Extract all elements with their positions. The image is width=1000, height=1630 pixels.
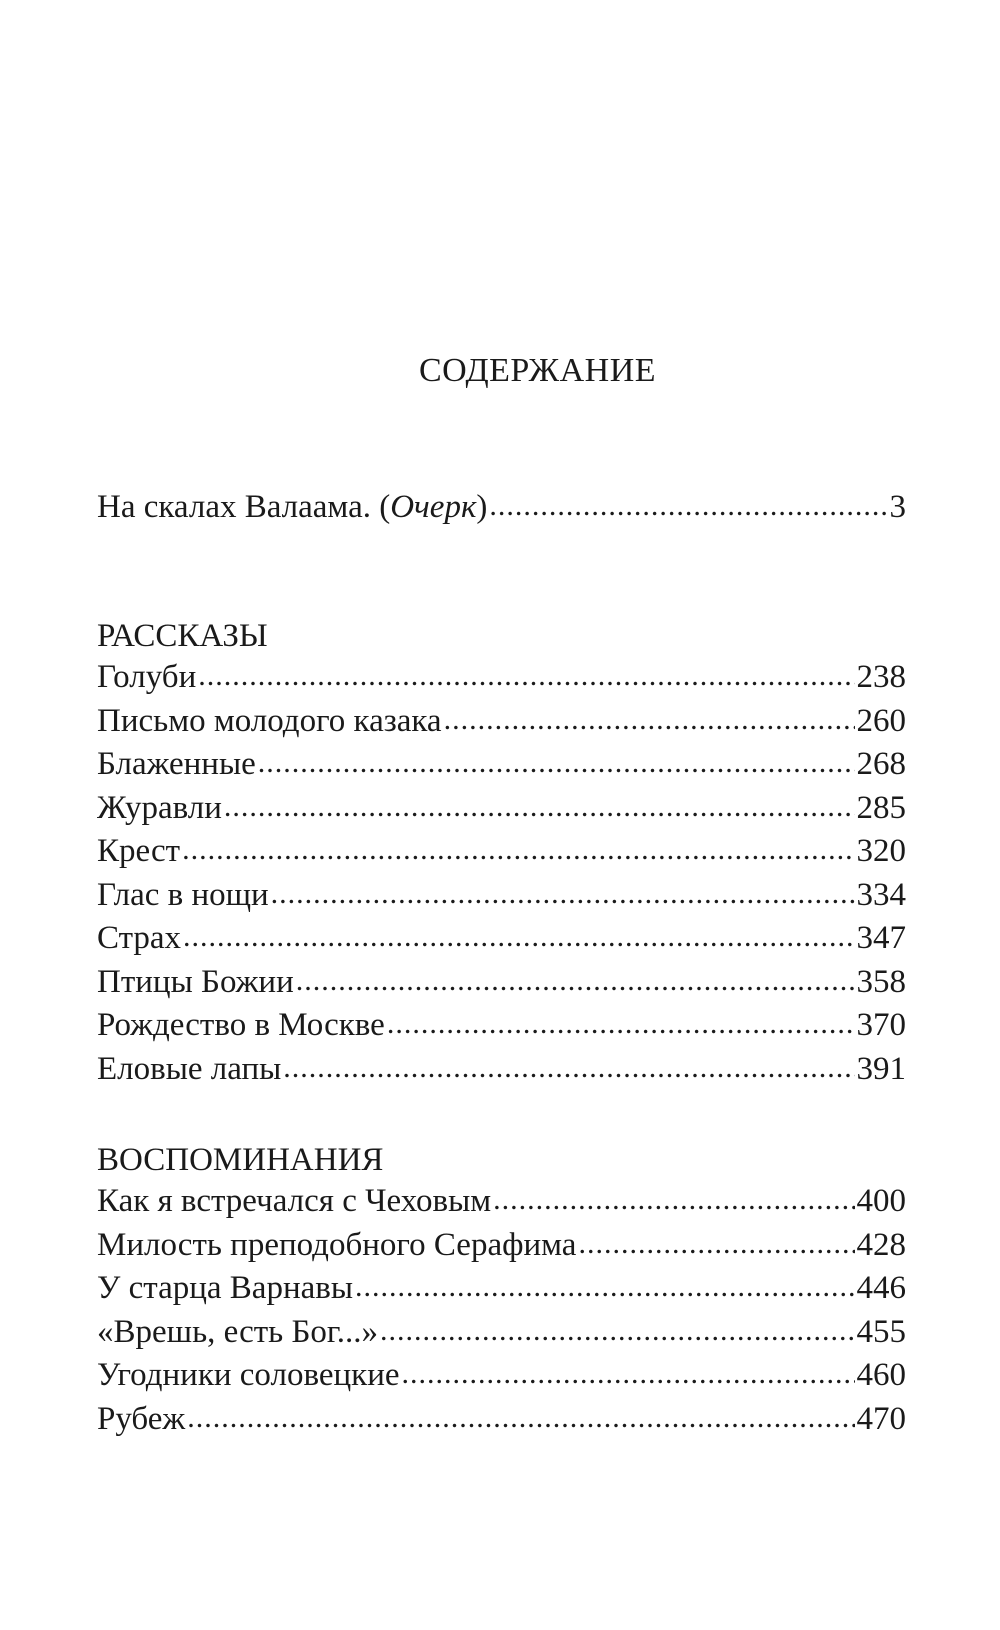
toc-entry-page-number: 238 [856,659,906,695]
toc-entry-label: Страх [97,920,182,956]
toc-entry-label: Птицы Божии [97,963,294,1000]
toc-entry-label: Рождество в Москве [97,1007,385,1043]
toc-entry-intro[interactable] [97,486,906,530]
dot-leader [258,741,855,785]
toc-entry[interactable] [97,787,906,831]
toc-entry-page-number: 446 [856,1270,906,1306]
stories-list [97,656,906,1091]
toc-entry[interactable] [97,874,906,918]
toc-entry-label: Как я встречался с Чеховым [97,1183,492,1219]
dot-leader [296,959,855,1003]
dot-leader [578,1222,854,1266]
toc-entry[interactable] [97,1048,906,1092]
toc-entry[interactable] [97,1354,906,1398]
toc-entry-page-number: 460 [856,1357,906,1393]
toc-entry-page-number: 400 [856,1183,906,1219]
dot-leader [402,1352,855,1396]
dot-leader [224,785,855,829]
toc-entry-page-number: 3 [889,489,906,525]
toc-entry[interactable] [97,1267,906,1311]
toc-intro-section [97,486,906,530]
toc-entry-page-number: 320 [856,833,906,869]
toc-entry[interactable] [97,743,906,787]
dot-leader [493,1178,854,1222]
toc-entry-page-number: 268 [856,746,906,782]
toc-entry-page-number: 334 [856,876,906,913]
toc-entry-label: Глас в нощи [97,876,269,913]
toc-entry-page-number: 285 [856,789,906,826]
toc-entry-label: Блаженные [97,746,256,782]
dot-leader [444,698,855,742]
toc-entry-label: Письмо молодого казака [97,702,442,739]
toc-entry-label: Угодники соловецкие [97,1357,400,1393]
toc-entry-page-number: 391 [856,1050,906,1087]
dot-leader [198,654,854,698]
toc-entry-label: Крест [97,833,181,869]
dot-leader [183,915,854,959]
dot-leader [489,484,887,528]
dot-leader [187,1396,854,1440]
toc-entry[interactable] [97,1311,906,1355]
toc-entry[interactable] [97,1224,906,1268]
dot-leader [283,1046,854,1090]
dot-leader [380,1309,855,1353]
toc-entry-label: Еловые лапы [97,1050,282,1087]
toc-entry-genre: Очерк [390,489,477,525]
toc-entry-label: Рубеж [97,1400,186,1437]
page-title: СОДЕРЖАНИЕ [418,352,657,389]
toc-entry[interactable] [97,1398,906,1442]
toc-entry[interactable] [97,1180,906,1224]
toc-entry-label: У старца Варнавы [97,1270,354,1306]
section-heading-stories: РАССКАЗЫ [97,618,268,654]
dot-leader [387,1002,855,1046]
dot-leader [355,1265,854,1309]
section-heading-memoirs: ВОСПОМИНАНИЯ [97,1142,384,1178]
toc-entry[interactable] [97,961,906,1005]
toc-entry-page-number: 358 [856,963,906,1000]
toc-entry-label: Милость преподобного Серафима [97,1226,577,1263]
toc-stories-section [97,616,906,1091]
toc-entry-page-number: 347 [856,920,906,956]
toc-entry[interactable] [97,917,906,961]
toc-entry-page-number: 470 [856,1400,906,1437]
memoirs-list [97,1180,906,1441]
toc-entry-label: На скалах Валаама. (Очерк) [97,489,488,525]
toc-entry-label: Журавли [97,789,222,826]
toc-entry[interactable] [97,1004,906,1048]
toc-entry[interactable] [97,656,906,700]
toc-entry-page-number: 455 [856,1313,906,1350]
toc-memoirs-section [97,1140,906,1441]
toc-entry[interactable] [97,700,906,744]
toc-entry-page-number: 428 [856,1226,906,1263]
toc-entry-label: «Врешь, есть Бог...» [97,1313,378,1350]
toc-entry-label: Голуби [97,659,197,695]
toc-entry-page-number: 260 [856,702,906,739]
dot-leader [271,872,855,916]
dot-leader [182,828,854,872]
toc-entry-page-number: 370 [856,1007,906,1043]
toc-entry[interactable] [97,830,906,874]
